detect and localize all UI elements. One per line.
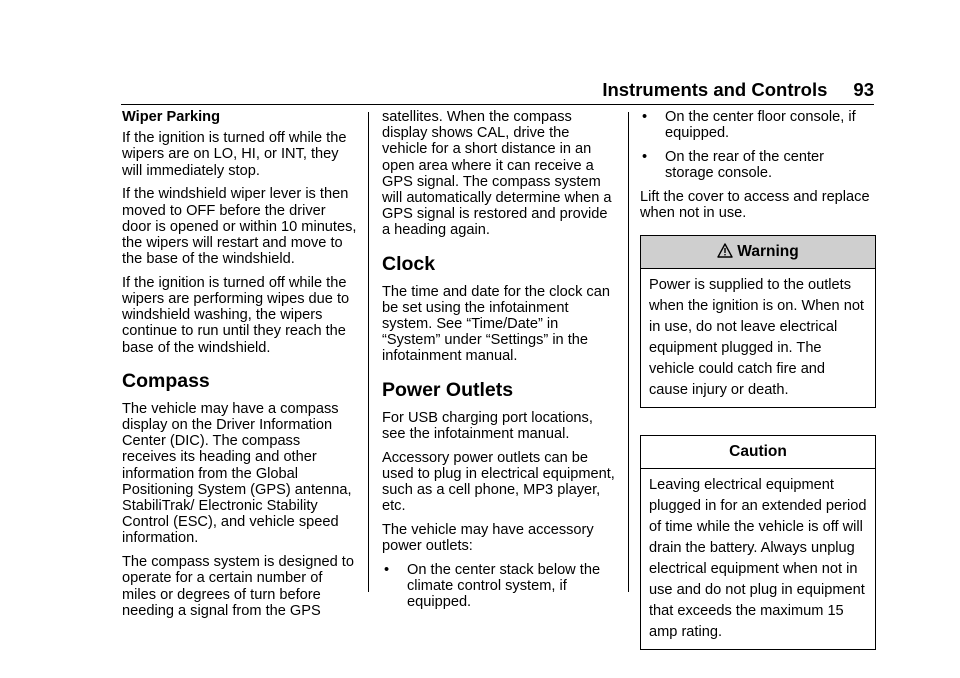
bullet-text: On the center floor console, if equipped. (665, 109, 856, 142)
outlet-cover-paragraph: Lift the cover to access and replace when not in use. (640, 188, 870, 222)
wiper-paragraph-2: If the windshield wiper lever is then moved to OFF before the driver door is opened or within 10 minutes, the wipers will restart and move to the base of the windshield. (122, 186, 357, 268)
list-item (382, 562, 618, 611)
bullet-marker: • (642, 148, 648, 165)
power-paragraph-1: For USB charging port locations, see the infotainment manual. (382, 409, 593, 442)
bullet-marker: • (384, 561, 390, 578)
list-item (640, 149, 876, 181)
warning-title: Warning (737, 243, 799, 261)
column-divider-left (368, 112, 369, 592)
caution-header: Caution (641, 436, 875, 469)
column-divider-right (628, 112, 629, 592)
compass-heading: Compass (122, 369, 210, 392)
wiper-paragraph-1: If the ignition is turned off while the wipers are on LO, HI, or INT, they will immediately stop. (122, 130, 347, 179)
warning-text: Power is supplied to the outlets when the ignition is on. When not in use, do not leave electrical equipment plugged in. The vehicle could catch fire and cause injury or death. (649, 277, 864, 399)
power-paragraph-2: Accessory power outlets can be used to plug in electrical equipment, such as a cell phone, MP3 player, etc. (382, 449, 615, 515)
bullet-text: On the center stack below the climate control system, if equipped. (407, 561, 601, 611)
bullet-text: On the rear of the center storage console. (665, 148, 824, 182)
power-outlets-heading: Power Outlets (382, 378, 514, 401)
wiper-paragraph-3: If the ignition is turned off while the wipers are performing wipes due to windshield washing, the wipers continue to run until they reach the base of the windshield. (122, 274, 350, 356)
bullet-marker: • (642, 109, 648, 125)
compass-paragraph-3: satellites. When the compass display shows CAL, drive the vehicle for a short distance in an open area where it can receive a GPS signal. The compass system will automatically determine when a GPS signal is restored and provide a heading again. (382, 109, 612, 239)
page-number: 93 (853, 79, 874, 100)
power-paragraph-3: The vehicle may have accessory power outlets: (382, 521, 594, 555)
compass-paragraph-2: The compass system is designed to operate for a certain number of miles or degrees of turn before needing a signal from the GPS (122, 554, 354, 619)
column-middle (382, 109, 618, 618)
warning-triangle-icon (717, 243, 733, 258)
warning-box (640, 235, 876, 408)
page-header (0, 79, 874, 101)
warning-header (641, 236, 875, 269)
list-item (640, 109, 876, 141)
caution-text: Leaving electrical equipment plugged in for an extended period of time while the vehicle is off will drain the battery. Always unplug electrical equipment when not in use and do not plug in equipment that exceeds the maximum 15 amp rating. (649, 477, 867, 641)
section-title: Instruments and Controls (602, 79, 828, 100)
clock-heading: Clock (382, 252, 436, 275)
wiper-parking-heading: Wiper Parking (122, 109, 220, 125)
header-rule (121, 104, 874, 105)
column-right (640, 109, 876, 650)
caution-box (640, 435, 876, 650)
compass-paragraph-1: The vehicle may have a compass display on the Driver Information Center (DIC). The compass receives its heading and other information from the Global Positioning System (GPS) antenna, StabiliTrak/ Electronic Stability Control (ESC), and vehicle speed information. (122, 400, 352, 547)
column-left (122, 109, 358, 626)
clock-paragraph: The time and date for the clock can be set using the infotainment system. See “Time/Date” in “System” under “Settings” in the infotainment manual. (382, 283, 610, 365)
